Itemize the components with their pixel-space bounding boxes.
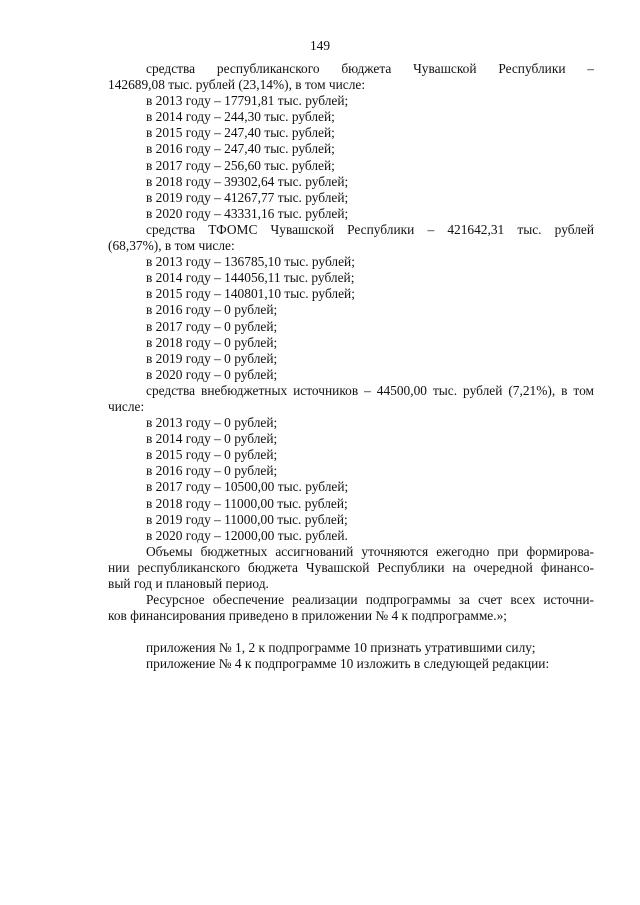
tfoms-years-list [108,254,594,383]
list-item: в 2018 году – 39302,64 тыс. рублей; [146,173,349,189]
list-item: в 2020 году – 43331,16 тыс. рублей; [146,205,349,221]
list-item: в 2014 году – 144056,11 тыс. рублей; [146,270,355,286]
republic-budget-line-1: средства республиканского бюджета Чувашской Республики – [146,61,594,76]
tfoms-line-2: (68,37%), в том числе: [108,238,235,254]
paragraph-line: Ресурсное обеспечение реализации подпрограммы за счет всех источни- [146,592,594,608]
list-item: в 2017 году – 0 рублей; [146,318,278,334]
list-item: в 2015 году – 0 рублей; [146,447,278,463]
list-item: в 2013 году – 17791,81 тыс. рублей; [146,93,349,109]
extrabudget-years-list [108,415,594,544]
list-item: в 2019 году – 11000,00 тыс. рублей; [146,511,348,527]
list-item: в 2013 году – 136785,10 тыс. рублей; [146,254,355,270]
list-item: в 2020 году – 12000,00 тыс. рублей. [146,527,348,543]
republic-budget-line-2: 142689,08 тыс. рублей (23,14%), в том числе: [108,77,366,93]
list-item: в 2018 году – 0 рублей; [146,334,278,350]
list-item: в 2019 году – 0 рублей; [146,350,278,366]
list-item: в 2014 году – 0 рублей; [146,431,278,447]
extrabudget-line-1: средства внебюджетных источников – 44500,00 тыс. рублей (7,21%), в том [146,382,594,398]
paragraph-line: ков финансирования приведено в приложении № 4 к подпрограмме.»; [108,608,507,624]
volumes-paragraph [108,544,594,592]
annex-new-edition-clause: приложение № 4 к подпрограмме 10 изложить в следующей редакции: [146,656,550,672]
tfoms-line-1: средства ТФОМС Чувашской Республики – 421642,31 тыс. рублей [146,221,594,237]
extrabudget-line-2: числе: [108,398,145,414]
resources-paragraph [108,592,594,624]
list-item: в 2017 году – 10500,00 тыс. рублей; [146,479,349,495]
annex-invalid-clause: приложения № 1, 2 к подпрограмме 10 признать утратившими силу; [146,640,536,656]
paragraph-line: вый год и плановый период. [108,576,269,591]
paragraph-line: Объемы бюджетных ассигнований уточняются ежегодно при формирова- [146,543,594,559]
list-item: в 2016 году – 0 рублей; [146,463,278,479]
spacer [108,624,594,640]
list-item: в 2013 году – 0 рублей; [146,415,278,431]
list-item: в 2018 году – 11000,00 тыс. рублей; [146,495,348,511]
list-item: в 2016 году – 0 рублей; [146,302,278,318]
list-item: в 2015 году – 140801,10 тыс. рублей; [146,286,355,302]
list-item: в 2014 году – 244,30 тыс. рублей; [146,109,335,125]
republic-budget-years-list [108,93,594,222]
paragraph-line: нии республиканского бюджета Чувашской Республики на очередной финансо- [108,559,594,575]
list-item: в 2015 году – 247,40 тыс. рублей; [146,125,335,141]
page-content [108,61,594,672]
list-item: в 2019 году – 41267,77 тыс. рублей; [146,189,349,205]
list-item: в 2020 году – 0 рублей; [146,366,278,382]
list-item: в 2017 году – 256,60 тыс. рублей; [146,157,335,173]
list-item: в 2016 году – 247,40 тыс. рублей; [146,141,335,157]
page-number: 149 [309,38,331,53]
